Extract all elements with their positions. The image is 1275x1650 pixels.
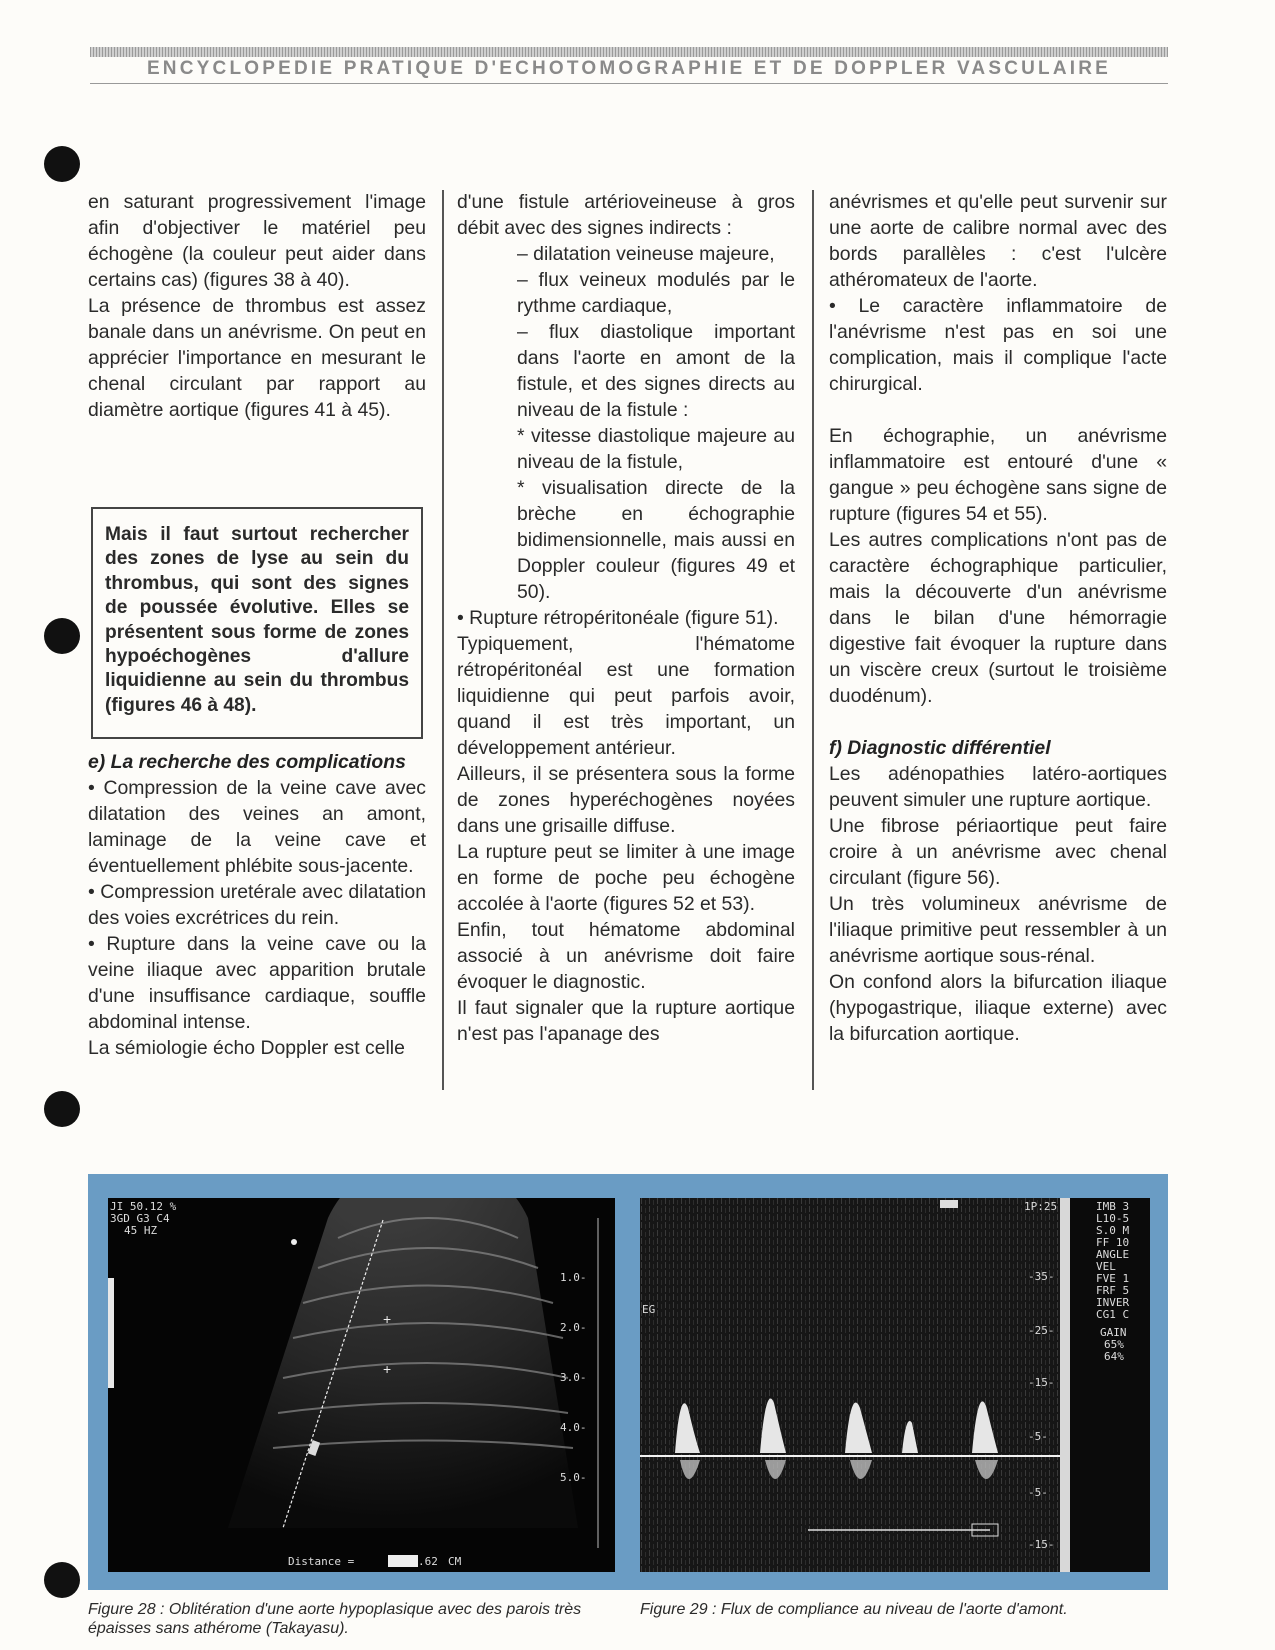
paragraph: d'une fistule artérioveineuse à gros débit avec des signes indirects : bbox=[457, 191, 795, 239]
figure-29-caption: Figure 29 : Flux de compliance au niveau de l'aorte d'amont. bbox=[640, 1601, 1068, 1618]
setting-line: INVER bbox=[1096, 1296, 1130, 1309]
depth-label: 2.0- bbox=[560, 1321, 587, 1334]
gain-value: 64% bbox=[1104, 1350, 1124, 1363]
bullet-item: • Le caractère inflammatoire de l'anévrisme n'est pas en soi une complication, mais il complique l'acte chirurgical. bbox=[829, 295, 1167, 395]
setting-line: VEL bbox=[1096, 1260, 1116, 1273]
figure-28-ultrasound bbox=[108, 1198, 615, 1572]
indented-item: * vitesse diastolique majeure au niveau de la fistule, bbox=[517, 425, 795, 473]
depth-label: 5.0- bbox=[560, 1471, 587, 1484]
paragraph: Typiquement, l'hématome rétropéritonéal est une formation liquidienne qui peut parfois avoir, quand il est très important, un développement antérieur. bbox=[457, 633, 795, 759]
running-header: ENCYCLOPEDIE PRATIQUE D'ECHOTOMOGRAPHIE ET DE DOPPLER VASCULAIRE bbox=[146, 58, 1112, 79]
paragraph: La sémiologie écho Doppler est celle bbox=[88, 1037, 405, 1059]
distance-label: Distance = bbox=[288, 1555, 355, 1568]
paragraph: Un très volumineux anévrisme de l'iliaque primitive peut ressembler à un anévrisme aortique sous-rénal. bbox=[829, 893, 1167, 967]
paragraph: Enfin, tout hématome abdominal associé à un anévrisme doit faire évoquer le diagnostic. bbox=[457, 919, 795, 993]
binder-hole bbox=[44, 1562, 80, 1598]
overlay-line-3: 45 HZ bbox=[124, 1224, 158, 1237]
distance-value: .62 bbox=[418, 1555, 438, 1568]
spacer bbox=[829, 397, 1167, 423]
velocity-scale: -5- bbox=[1028, 1430, 1048, 1443]
paragraph: Les adénopathies latéro-aortiques peuvent simuler une rupture aortique. bbox=[829, 763, 1167, 811]
section-heading-f: f) Diagnostic différentiel bbox=[829, 737, 1051, 759]
paragraph: en saturant progressivement l'image afin d'objectiver le matériel peu échogène (la couleur peut aider dans certains cas) (figures 38 à 40). bbox=[88, 191, 426, 291]
velocity-scale: -25- bbox=[1028, 1324, 1055, 1337]
depth-label: 3.0- bbox=[560, 1371, 587, 1384]
paragraph: On confond alors la bifurcation iliaque (hypogastrique, iliaque externe) avec la bifurcation aortique. bbox=[829, 971, 1167, 1045]
spacer bbox=[829, 709, 1167, 735]
eg-marker: EG bbox=[642, 1303, 656, 1316]
highlight-box bbox=[91, 507, 423, 739]
column-rule bbox=[442, 190, 444, 1090]
paragraph: anévrismes et qu'elle peut survenir sur une aorte de calibre normal avec des bords parallèles : c'est l'ulcère athéromateux de l'aorte. bbox=[829, 191, 1167, 291]
indented-item: – flux diastolique important dans l'aorte en amont de la fistule, et des signes directs au niveau de la fistule : bbox=[517, 321, 795, 421]
gain-label: GAIN bbox=[1100, 1326, 1127, 1339]
column-2 bbox=[457, 189, 795, 1047]
setting-line: CG1 C bbox=[1096, 1308, 1130, 1321]
figure-29-doppler bbox=[640, 1198, 1150, 1572]
svg-text:+: + bbox=[383, 1311, 392, 1327]
setting-line: IMB 3 bbox=[1096, 1200, 1130, 1213]
overlay-line-2: 3GD G3 C4 bbox=[110, 1212, 170, 1225]
highlight-text: Mais il faut surtout rechercher des zones de lyse au sein du thrombus, qui sont des signes de poussée évolutive. Elles se présentent sous forme de zones hypoéchogènes d'allure liquidienne au sein du thrombus (figures 46 à 48). bbox=[105, 524, 409, 716]
bullet-item: • Compression uretérale avec dilatation des voies excrétrices du rein. bbox=[88, 881, 426, 929]
column-3 bbox=[829, 189, 1167, 1047]
bullet-item: • Rupture rétropéritonéale (figure 51). bbox=[457, 607, 779, 629]
binder-hole bbox=[44, 146, 80, 182]
figure-28-caption: Figure 28 : Oblitération d'une aorte hypoplasique avec des parois très épaisses sans athérome (Takayasu). bbox=[88, 1601, 582, 1637]
setting-line: FVE 1 bbox=[1096, 1272, 1130, 1285]
doppler-spectrum bbox=[640, 1198, 1150, 1572]
ultrasound-image bbox=[108, 1198, 615, 1572]
header-band bbox=[90, 47, 1168, 57]
setting-line: S.0 M bbox=[1096, 1224, 1130, 1237]
bullet-item: • Rupture dans la veine cave ou la veine iliaque avec apparition brutale d'une insuffisance cardiaque, souffle abdominal intense. bbox=[88, 933, 426, 1033]
setting-line: ANGLE bbox=[1096, 1248, 1130, 1261]
velocity-scale: -15- bbox=[1028, 1538, 1055, 1551]
depth-label: 4.0- bbox=[560, 1421, 587, 1434]
paragraph: Les autres complications n'ont pas de caractère échographique particulier, mais la découverte d'un anévrisme dans le bilan d'une hémorragie digestive fait évoquer la rupture dans un viscère creux (surtout le troisième duodénum). bbox=[829, 529, 1167, 707]
setting-line: L10-5 bbox=[1096, 1212, 1130, 1225]
binder-hole bbox=[44, 618, 80, 654]
indented-item: – flux veineux modulés par le rythme cardiaque, bbox=[517, 269, 795, 317]
top-scale-value: 1P:25 bbox=[1024, 1200, 1058, 1213]
indented-item: – dilatation veineuse majeure, bbox=[517, 243, 775, 265]
depth-label: 1.0- bbox=[560, 1271, 587, 1284]
paragraph: Une fibrose périaortique peut faire croire à un anévrisme avec chenal circulant (figure 56). bbox=[829, 815, 1167, 889]
paragraph: La rupture peut se limiter à une image en forme de poche peu échogène accolée à l'aorte (figures 52 et 53). bbox=[457, 841, 795, 915]
setting-line: FRF 5 bbox=[1096, 1284, 1130, 1297]
overlay-line-1: JI 50.12 % bbox=[110, 1200, 177, 1213]
paragraph: En échographie, un anévrisme inflammatoire est entouré d'une « gangue » peu échogène sans signe de rupture (figures 54 et 55). bbox=[829, 425, 1167, 525]
velocity-scale: -15- bbox=[1028, 1376, 1055, 1389]
velocity-scale: -5- bbox=[1028, 1486, 1048, 1499]
paragraph: La présence de thrombus est assez banale dans un anévrisme. On peut en apprécier l'importance en mesurant le chenal circulant par rapport au diamètre aortique (figures 41 à 45). bbox=[88, 295, 426, 421]
paragraph: Il faut signaler que la rupture aortique n'est pas l'apanage des bbox=[457, 997, 795, 1045]
paragraph: Ailleurs, il se présentera sous la forme de zones hyperéchogènes noyées dans une grisaille diffuse. bbox=[457, 763, 795, 837]
svg-text:+: + bbox=[383, 1361, 392, 1377]
velocity-scale: -35- bbox=[1028, 1270, 1055, 1283]
bullet-item: • Compression de la veine cave avec dilatation des veines an amont, laminage de la veine cave et éventuellement phlébite sous-jacente. bbox=[88, 777, 426, 877]
header-rule bbox=[90, 83, 1168, 84]
gain-value: 65% bbox=[1104, 1338, 1124, 1351]
binder-hole bbox=[44, 1091, 80, 1127]
column-rule bbox=[812, 190, 814, 1090]
distance-unit: CM bbox=[448, 1555, 462, 1568]
indented-item: * visualisation directe de la brèche en échographie bidimensionnelle, mais aussi en Doppler couleur (figures 49 et 50). bbox=[517, 477, 795, 603]
section-heading-e: e) La recherche des complications bbox=[88, 751, 406, 773]
setting-line: FF 10 bbox=[1096, 1236, 1130, 1249]
